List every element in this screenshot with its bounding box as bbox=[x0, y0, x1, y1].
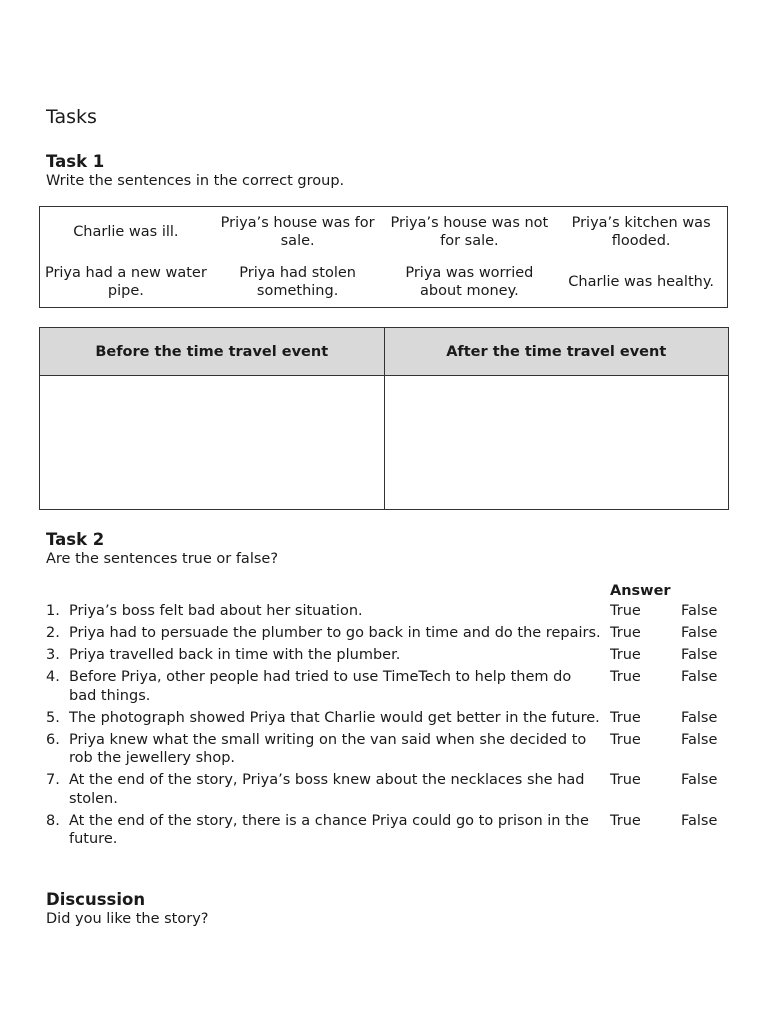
page-title: Tasks bbox=[46, 106, 97, 128]
item-statement: Priya had to persuade the plumber to go back in time and do the repairs. bbox=[69, 625, 601, 641]
false-option[interactable]: False bbox=[681, 625, 718, 641]
before-after-table bbox=[39, 327, 729, 510]
after-answer-cell[interactable] bbox=[384, 376, 729, 510]
true-false-list bbox=[46, 602, 736, 852]
list-item bbox=[46, 646, 736, 665]
item-statement: At the end of the story, there is a chance Priya could go to prison in the future. bbox=[69, 812, 589, 847]
list-item bbox=[46, 624, 736, 643]
item-statement: Priya knew what the small writing on the van said when she decided to rob the jewellery shop. bbox=[69, 731, 587, 766]
task1-instruction: Write the sentences in the correct group. bbox=[46, 173, 345, 189]
true-option[interactable]: True bbox=[610, 603, 641, 619]
sentence-card[interactable]: Priya’s house was not for sale. bbox=[390, 215, 549, 249]
false-option[interactable]: False bbox=[681, 647, 718, 663]
false-option[interactable]: False bbox=[681, 709, 718, 726]
item-number: 8. bbox=[46, 812, 60, 829]
item-statement: Priya’s boss felt bad about her situation. bbox=[69, 603, 363, 619]
list-item bbox=[46, 668, 736, 705]
item-statement: The photograph showed Priya that Charlie would get better in the future. bbox=[69, 709, 600, 726]
item-statement: Before Priya, other people had tried to use TimeTech to help them do bad things. bbox=[69, 669, 572, 704]
false-option[interactable]: False bbox=[681, 669, 718, 685]
sentence-grid bbox=[39, 206, 728, 308]
sentence-card[interactable]: Charlie was ill. bbox=[73, 224, 179, 240]
item-number: 4. bbox=[46, 669, 60, 685]
sentence-card[interactable]: Priya had stolen something. bbox=[239, 265, 356, 299]
item-statement: At the end of the story, Priya’s boss knew about the necklaces she had stolen. bbox=[69, 772, 585, 807]
true-option[interactable]: True bbox=[610, 625, 641, 641]
item-number: 6. bbox=[46, 731, 60, 748]
task2-instruction: Are the sentences true or false? bbox=[46, 551, 279, 567]
true-option[interactable]: True bbox=[610, 669, 641, 685]
discussion-question: Did you like the story? bbox=[46, 911, 209, 927]
after-column-header: After the time travel event bbox=[384, 328, 729, 376]
list-item bbox=[46, 602, 736, 621]
true-option[interactable]: True bbox=[610, 812, 641, 829]
item-number: 2. bbox=[46, 625, 60, 641]
false-option[interactable]: False bbox=[681, 772, 718, 788]
item-statement: Priya travelled back in time with the plumber. bbox=[69, 647, 401, 663]
item-number: 3. bbox=[46, 647, 60, 663]
answer-column-header: Answer bbox=[610, 583, 671, 599]
true-option[interactable]: True bbox=[610, 647, 641, 663]
sentence-card[interactable]: Priya had a new water pipe. bbox=[44, 265, 207, 299]
list-item bbox=[46, 771, 736, 808]
item-number: 7. bbox=[46, 772, 60, 788]
item-number: 5. bbox=[46, 709, 60, 726]
true-option[interactable]: True bbox=[610, 709, 641, 726]
false-option[interactable]: False bbox=[681, 812, 718, 829]
before-column-header: Before the time travel event bbox=[40, 328, 385, 376]
list-item bbox=[46, 709, 736, 728]
sentence-card[interactable]: Priya was worried about money. bbox=[405, 265, 534, 299]
task2-title: Task 2 bbox=[46, 530, 105, 549]
sentence-card[interactable]: Priya’s house was for sale. bbox=[220, 215, 375, 249]
task1-title: Task 1 bbox=[46, 152, 105, 171]
sentence-card[interactable]: Priya’s kitchen was flooded. bbox=[571, 215, 711, 249]
true-option[interactable]: True bbox=[610, 731, 641, 748]
false-option[interactable]: False bbox=[681, 603, 718, 619]
discussion-title: Discussion bbox=[46, 890, 146, 909]
sentence-card[interactable]: Charlie was healthy. bbox=[568, 274, 714, 290]
false-option[interactable]: False bbox=[681, 731, 718, 748]
before-answer-cell[interactable] bbox=[40, 376, 385, 510]
true-option[interactable]: True bbox=[610, 772, 641, 788]
list-item bbox=[46, 731, 736, 768]
item-number: 1. bbox=[46, 603, 60, 619]
list-item bbox=[46, 812, 736, 849]
